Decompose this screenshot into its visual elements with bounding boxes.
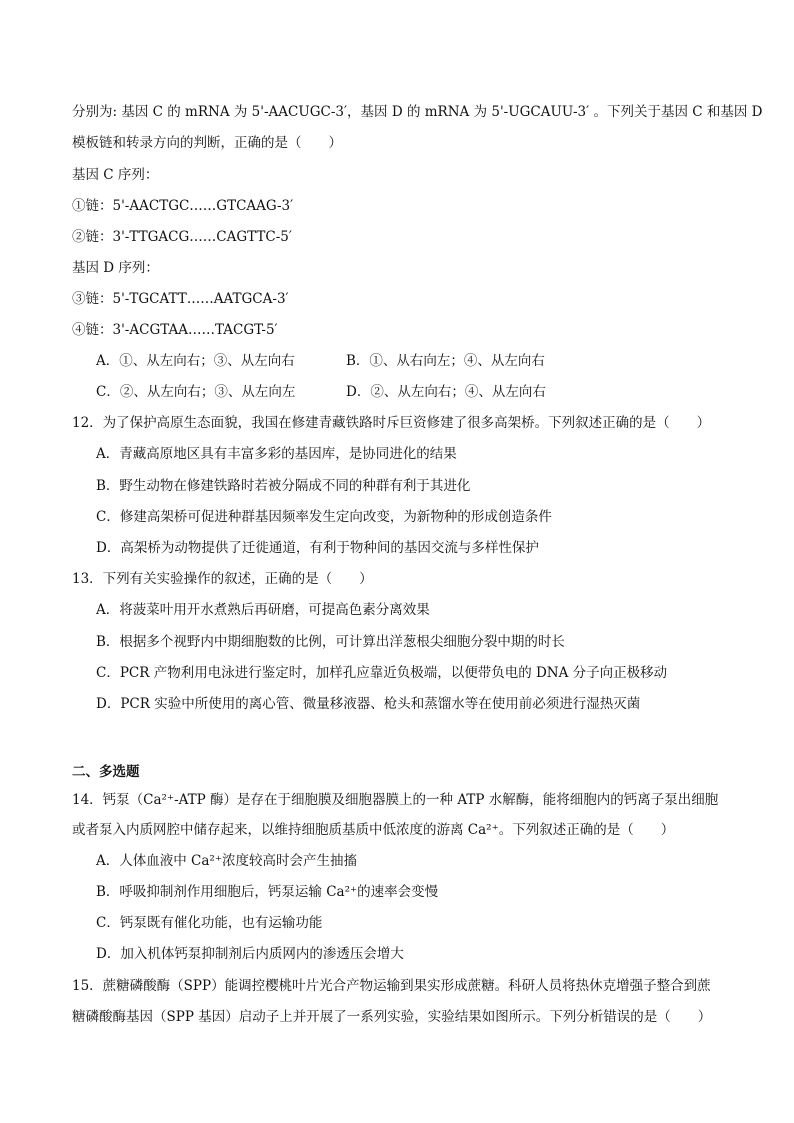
q11-option-d[interactable]: D．②、从左向右；④、从左向右 [346, 384, 546, 400]
q12-option-c[interactable]: C．修建高架桥可促进种群基因频率发生定向改变，为新物种的形成创造条件 [96, 509, 552, 525]
q13-option-a[interactable]: A．将菠菜叶用开水煮熟后再研磨，可提高色素分离效果 [96, 602, 430, 618]
q12-option-d[interactable]: D．高架桥为动物提供了迁徙通道，有利于物种间的基因交流与多样性保护 [96, 540, 539, 556]
q11-option-c[interactable]: C．②、从左向右；③、从左向左 [96, 384, 296, 400]
q13-stem: 13．下列有关实验操作的叙述，正确的是（ ） [72, 571, 373, 587]
q14-stem-line2: 或者泵入内质网腔中储存起来，以维持细胞质基质中低浓度的游离 Ca²⁺。下列叙述正确的是（ ） [72, 822, 675, 838]
q14-option-c[interactable]: C．钙泵既有催化功能，也有运输功能 [96, 915, 323, 931]
q14-option-d[interactable]: D．加入机体钙泵抑制剂后内质网内的渗透压会增大 [96, 946, 404, 962]
q11-intro-line1: 分别为: 基因 C 的 mRNA 为 5'-AACUGC-3′，基因 D 的 mRNA 为 5'-UGCAUU-3′ 。下列关于基因 C 和基因 D [72, 104, 763, 120]
q13-option-c[interactable]: C．PCR 产物利用电泳进行鉴定时，加样孔应靠近负极端，以便带负电的 DNA 分子向正极移动 [96, 665, 668, 681]
section-heading-multiple-choice: 二、多选题 [72, 764, 140, 780]
q12-stem: 12．为了保护高原生态面貌，我国在修建青藏铁路时斥巨资修建了很多高架桥。下列叙述正确的是（ ） [72, 415, 711, 431]
q13-option-b[interactable]: B．根据多个视野内中期细胞数的比例，可计算出洋葱根尖细胞分裂中期的时长 [96, 634, 565, 650]
q13-option-d[interactable]: D．PCR 实验中所使用的离心管、微量移液器、枪头和蒸馏水等在使用前必须进行湿热灭菌 [96, 696, 641, 712]
gene-d-label: 基因 D 序列： [72, 260, 159, 276]
q14-option-a[interactable]: A．人体血液中 Ca²⁺浓度较高时会产生抽搐 [96, 853, 357, 869]
gene-c-label: 基因 C 序列： [72, 167, 159, 183]
q14-option-b[interactable]: B．呼吸抑制剂作用细胞后，钙泵运输 Ca²⁺的速率会变慢 [96, 884, 439, 900]
chain-1: ①链：5'-AACTGC……GTCAAG-3′ [72, 198, 294, 214]
q15-stem-line2: 糖磷酸酶基因（SPP 基因）启动子上并开展了一系列实验，实验结果如图所示。下列分析错误的是（ ） [72, 1009, 712, 1025]
q11-option-b[interactable]: B．①、从右向左；④、从左向右 [346, 353, 545, 369]
q11-option-a[interactable]: A．①、从左向右；③、从左向右 [96, 353, 295, 369]
q14-stem-line1: 14．钙泵（Ca²⁺-ATP 酶）是存在于细胞膜及细胞器膜上的一种 ATP 水解酶，能将细胞内的钙离子泵出细胞 [72, 792, 719, 808]
q12-option-b[interactable]: B．野生动物在修建铁路时若被分隔成不同的种群有利于其进化 [96, 478, 471, 494]
chain-2: ②链：3'-TTGACG……CAGTTC-5′ [72, 229, 292, 245]
chain-3: ③链：5'-TGCATT……AATGCA-3′ [72, 291, 289, 307]
q12-option-a[interactable]: A．青藏高原地区具有丰富多彩的基因库，是协同进化的结果 [96, 446, 457, 462]
chain-4: ④链：3'-ACGTAA……TACGT-5′ [72, 322, 278, 338]
q11-intro-line2: 模板链和转录方向的判断，正确的是（ ） [72, 135, 342, 151]
q15-stem-line1: 15．蔗糖磷酸酶（SPP）能调控樱桃叶片光合产物运输到果实形成蔗糖。科研人员将热休克增强子整合到蔗 [72, 978, 711, 994]
